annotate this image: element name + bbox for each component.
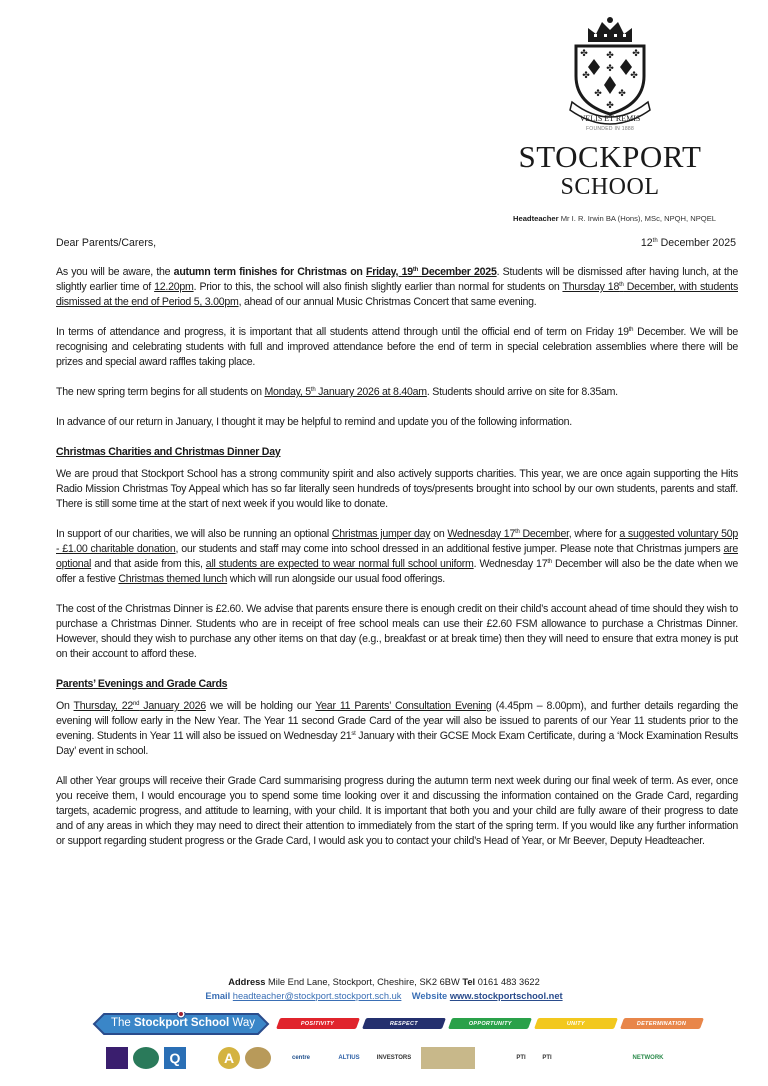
text-run: In support of our charities, we will also be running an optional [56,528,332,540]
text-run: st [351,731,356,737]
salutation: Dear Parents/Carers, [56,237,157,249]
value-badge-label: DETERMINATION [637,1020,687,1027]
text-run: Christmas jumper day [331,528,431,540]
text-run: th [310,387,316,393]
accreditation-logo: INVESTORS [376,1055,412,1061]
text-run: . Prior to this, the school will also finish slightly earlier than normal for students on [193,281,563,293]
letter-body [56,265,738,864]
text-run: nd [133,701,140,707]
text-run: . Wednesday 17 [473,558,548,570]
paragraph-intro: In advance of our return in January, I thought it may be helpful to remind and update you of the following information. [56,416,572,428]
value-badge-determination [620,1018,704,1029]
text-run: Friday, 19 [366,266,413,278]
footer-address [0,977,768,987]
text-run: and that aside from this, [91,558,206,570]
value-badge-label: UNITY [567,1020,585,1027]
accreditation-logo [245,1047,271,1069]
accreditation-logo: Q [164,1047,186,1069]
text-run: January 2026 [139,700,206,712]
text-run: On [56,700,74,712]
text-run: December [519,528,569,540]
text-run: we will be holding our [205,700,316,712]
accreditation-logo: A [218,1047,240,1069]
paragraph-year11 [56,699,738,759]
email-link[interactable]: headteacher@stockport.stockport.sch.uk [232,991,402,1001]
school-name-line2: SCHOOL [560,174,660,200]
text-run: Monday, 5 [264,386,311,398]
website-link[interactable]: www.stockportschool.net [449,991,563,1001]
paragraph-jumper-day [56,527,738,587]
svg-text:✤: ✤ [606,101,614,111]
school-name-line1: STOCKPORT [518,139,702,174]
value-badge-unity [534,1018,618,1029]
accreditation-logo [480,1047,506,1069]
school-name [500,140,720,200]
text-run: th [412,267,419,273]
text-run: are optional [56,543,738,570]
school-values [278,1018,702,1029]
text-run: th [547,559,552,565]
svg-text:✤: ✤ [582,71,590,81]
text-run: . Students should arrive on site for 8.35am. [426,386,618,398]
svg-text:✤: ✤ [630,71,638,81]
letter-date [641,237,736,249]
text-run: autumn term finishes for Christmas on [173,266,367,278]
accreditation-logos [106,1044,673,1072]
text-run: . Students will be dismissed after having lunch, at the slightly earlier time of [56,266,739,293]
headteacher-name: Mr I. R. Irwin BA (Hons), MSc, NPQH, NPQEL [560,214,716,223]
text-run: The new spring term begins for all students on [56,386,265,398]
value-badge-label: OPPORTUNITY [468,1020,512,1027]
text-run: The [111,1017,135,1029]
shield-icon [576,46,644,114]
text-run: 12.20pm [154,281,194,293]
email-label: Email [205,991,233,1001]
founded-text: FOUNDED IN 1888 [585,126,635,132]
text-run: As you will be aware, the [56,266,174,278]
accreditation-logo: PTI [516,1055,526,1061]
address-value: Mile End Lane, Stockport, Cheshire, SK2 6BW [265,977,463,987]
value-badge-positivity [276,1018,360,1029]
text-run: (4.45pm – 8.00pm), and further details regarding the evening will follow early in the New Year. The Year 11 second Grade Card of the year will also be issued to parents of our Year 11 students prior to the evening. Students in Year 11 will also be issued on Wednesday 21 [56,700,738,742]
text-run: December. We will be recognising and celebrating students with full and improved attendance before the end of term in special celebration assemblies where there will be prizes and special award raffles taking place. [56,326,738,368]
stockport-school-way-label [108,1017,258,1029]
tel-label: Tel [462,977,476,987]
svg-text:✤: ✤ [606,64,614,74]
text-run: January with their GCSE Mock Exam Certificate, during a ‘Mock Examination Results Day’ event in school. [56,730,739,757]
svg-text:✤: ✤ [580,49,588,59]
date-day: 12 [640,237,653,249]
text-run: which will run alongside our usual food offerings. [227,573,445,585]
headteacher-label: Headteacher [513,214,559,223]
paragraph-attendance [56,325,738,370]
website-label: Website [411,991,450,1001]
text-run: December will also be the date when we offer a festive [56,558,738,585]
paragraph-term-end [56,265,738,310]
text-run: th [515,529,520,535]
text-run: on [430,528,448,540]
address-label: Address [228,977,266,987]
text-run: Thursday 18 [562,281,620,293]
svg-text:✤: ✤ [594,89,602,99]
text-run: Year 11 Parents’ Consultation Evening [315,700,492,712]
value-badge-respect [362,1018,446,1029]
text-run: Thursday, 22 [73,700,133,712]
text-run: th [628,327,634,333]
accreditation-logo [421,1047,475,1069]
crown-icon [588,17,632,42]
value-badge-label: RESPECT [389,1020,419,1027]
text-run: th [619,282,624,288]
paragraph-dinner-cost: The cost of the Christmas Dinner is £2.60. We advise that parents ensure there is enough credit on their child’s account ahead of time should they wish to purchase a Christmas Dinner. Students who are in receipt of free school meals can use their £2.60 FSM allowance to purchase a Christmas Dinner. However, should they wish to purchase any other items on that day (e.g., breakfast or at break time) then they will need to ensure that extra money is put on their account to afford these. [56,603,738,660]
paragraph-spring-term [56,385,738,400]
text-run: , our students and staff may come into school dressed in an additional festive jumper. Please note that Christmas jumpers [175,543,724,555]
school-crest-logo [558,14,662,134]
value-badge-label: POSITIVITY [301,1020,335,1027]
paragraph-charities: We are proud that Stockport School has a strong community spirit and also actively supports charities. This year, we are once again supporting the Hits Radio Mission Christmas Toy Appeal which has so far literally seen hundreds of toys/presents brought into school by our own students, parents and staff. There is still some time at the start of next week if you would like to donate. [56,468,738,510]
svg-text:✤: ✤ [618,89,626,99]
footer-contact [0,991,768,1001]
section-heading-parents-evenings: Parents’ Evenings and Grade Cards [56,678,228,690]
paragraph-grade-cards: All other Year groups will receive their Grade Card summarising progress during the autumn term next week during our final week of term. As ever, once you receive them, I would encourage you to spend some time looking over it and discussing the information contained on the Grade Card, regarding targets, academic progress, and attitude to learning, with your child. It is important that both you and your child are fully aware of their progress to date and of any areas in which they may need to direct their attention to immediately from the start of the spring term. If you would like any further information or support regarding student progress or the Grade Card, I would ask you to contact your child’s Head of Year, or Mr Beever, Deputy Headteacher. [56,775,738,847]
text-run: Wednesday 17 [447,528,516,540]
text-run: Way [229,1017,255,1029]
accreditation-logo [563,1047,593,1069]
text-run: , where for [568,528,620,540]
text-run: Christmas themed lunch [118,573,228,585]
accreditation-logo: centre [291,1055,310,1061]
date-rest: December 2025 [657,237,736,249]
svg-text:✤: ✤ [606,51,614,61]
accreditation-logo: PTI [542,1055,552,1061]
tel-value: 0161 483 3622 [475,977,540,987]
accreditation-logo [191,1047,213,1069]
accreditation-logo: ALTIUS [338,1055,360,1061]
headteacher-line [513,214,716,223]
text-run: , ahead of our annual Music Christmas Concert that same evening. [238,296,537,308]
text-run: a suggested voluntary 50p - £1.00 charitable donation [56,528,739,555]
text-run: December, with students dismissed at the end of Period 5, 3.00pm [56,281,738,308]
accreditation-logo: NETWORK [632,1055,664,1061]
date-suffix: th [652,238,658,244]
accreditation-logo [598,1047,618,1069]
svg-text:✤: ✤ [632,49,640,59]
section-heading-charities: Christmas Charities and Christmas Dinner Day [56,446,281,458]
text-run: all students are expected to wear normal full school uniform [205,558,474,570]
text-run: In terms of attendance and progress, it is important that all students attend through until the official end of term on Friday 19 [56,326,629,338]
value-badge-opportunity [448,1018,532,1029]
accreditation-logo [106,1047,128,1069]
text-run: January 2026 at 8.40am [315,386,427,398]
text-run: Stockport School [134,1017,230,1029]
accreditation-logo [133,1047,159,1069]
crest-motto: VELIS ET REMIS [579,114,641,123]
text-run: December 2025 [418,266,497,278]
